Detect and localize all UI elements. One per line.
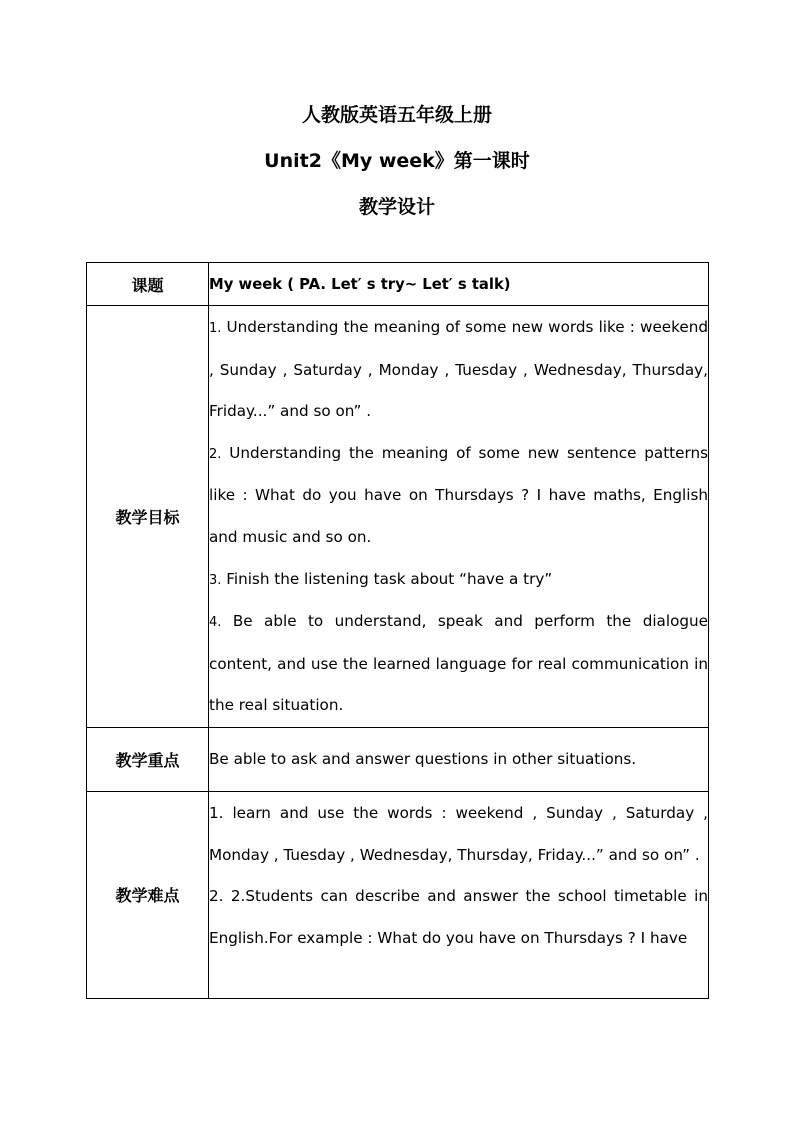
- goal-item-4: 4. Be able to understand, speak and perform the dialogue content, and use the learned language for real communication in the real situation.: [209, 612, 708, 715]
- table-row-topic: [87, 263, 709, 306]
- topic-value: My week ( PA. Let′ s try~ Let′ s talk): [209, 263, 709, 306]
- goal-item-1: 1. Understanding the meaning of some new words like : weekend , Sunday , Saturday , Monday , Tuesday , Wednesday, Thursday, Friday...” and so on” .: [209, 318, 708, 421]
- goal-item-3: 3. Finish the listening task about “have a try”: [209, 569, 553, 588]
- title-design: 教学设计: [358, 196, 435, 218]
- goal-item-2: 2. Understanding the meaning of some new sentence patterns like : What do you have on Thursdays ? I have maths, English and music and so on.: [209, 443, 708, 546]
- title-unit: Unit2《My week》第一课时: [264, 150, 530, 172]
- table-row-key-points: [87, 727, 709, 791]
- label-key-points: 教学重点: [87, 727, 209, 791]
- label-topic: 课题: [87, 263, 209, 306]
- difficulty-item-2: 2. 2.Students can describe and answer the school timetable in English.For example : What do you have on Thursdays ? I have: [209, 887, 708, 947]
- key-points-value: Be able to ask and answer questions in other situations.: [209, 727, 709, 791]
- label-goals: 教学目标: [87, 306, 209, 728]
- goals-cell: [209, 306, 709, 728]
- table-row-goals: [87, 306, 709, 728]
- table-row-difficulties: [87, 791, 709, 998]
- label-difficulties: 教学难点: [87, 791, 209, 998]
- title-textbook: 人教版英语五年级上册: [301, 104, 492, 126]
- lesson-plan-table: [86, 262, 709, 999]
- document-title-block: [0, 104, 794, 242]
- difficulty-item-1: 1. learn and use the words : weekend , Sunday , Saturday , Monday , Tuesday , Wednesday, Thursday, Friday...” and so on” .: [209, 803, 708, 864]
- difficulties-cell: [209, 791, 709, 998]
